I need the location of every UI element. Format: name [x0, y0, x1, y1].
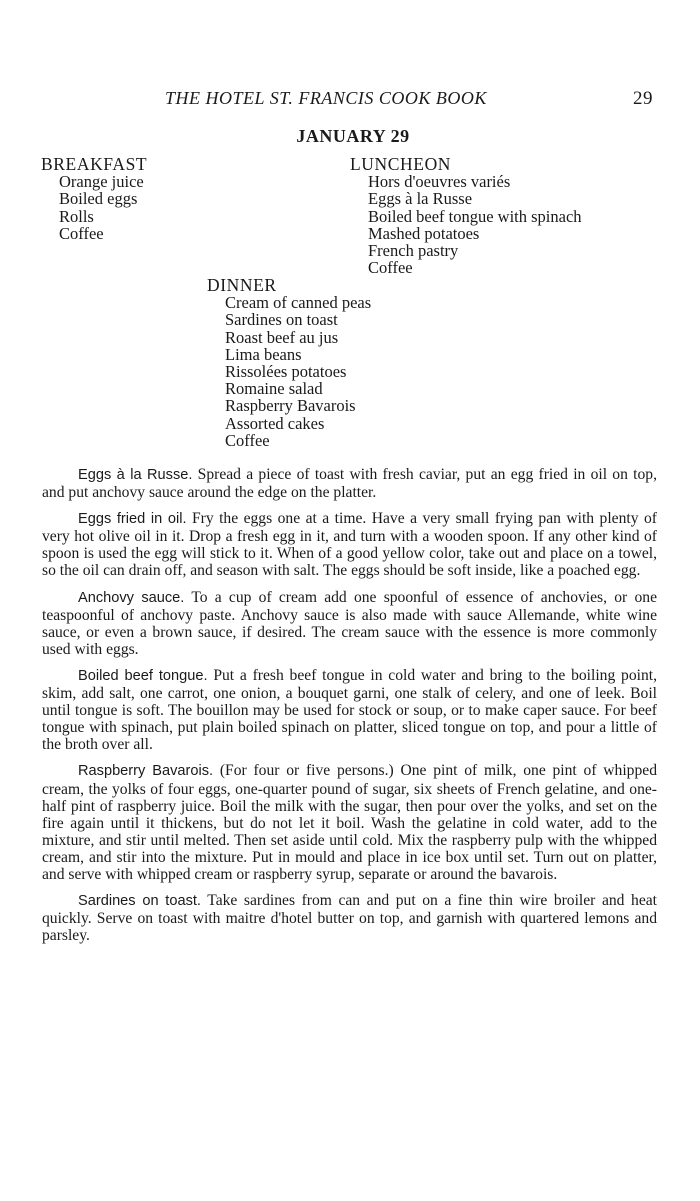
recipe-text: Fry the eggs one at a time. Have a very small frying pan with plenty of very hot olive oil in it. Drop a fresh egg in it, and turn with a wooden spoon. If any other kind of spoon is used the egg will stick to it. When of a good yellow color, take out and place on a towel, so the oil can drain off, and season with salt. The eggs should be soft inside, like a poached egg.	[42, 510, 657, 580]
recipes	[42, 466, 657, 953]
running-title: THE HOTEL ST. FRANCIS COOK BOOK	[165, 88, 487, 108]
dinner-menu	[207, 277, 371, 449]
luncheon-items	[350, 173, 582, 276]
luncheon-heading: LUNCHEON	[350, 154, 452, 174]
luncheon-menu	[350, 156, 582, 276]
menu-item: Assorted cakes	[225, 413, 325, 433]
menu-item: Boiled beef tongue with spinach	[368, 206, 582, 226]
recipe-name: Sardines on toast.	[78, 893, 201, 910]
menu-item: Sardines on toast	[225, 310, 338, 330]
recipe-paragraph	[42, 892, 657, 944]
recipe-paragraph	[42, 510, 657, 579]
recipe-text: (For four or five persons.) One pint of milk, one pint of whipped cream, the yolks of four eggs, one-quarter pound of sugar, six sheets of French gelatine, and one-half pint of raspberry juice. Boil the milk with the sugar, then pour over the yolks, and set on the fire again until it thickens, but do not let it boil. Wash the gelatine in cold water, add to the mixture, and stir until melted. Then set aside until cold. Mix the raspberry pulp with the whipped cream, and stir into the mixture. Put in mould and place in ice box until set. Turn out on platter, and serve with whipped cream or raspberry syrup, separate or around the bavarois.	[42, 762, 657, 883]
breakfast-heading: BREAKFAST	[41, 154, 148, 174]
menu-item: Eggs à la Russe	[368, 189, 473, 209]
breakfast-menu	[41, 156, 147, 242]
date-heading: JANUARY 29	[296, 126, 410, 146]
recipe-name: Raspberry Bavarois.	[78, 763, 214, 780]
recipe-paragraph	[42, 667, 657, 753]
dinner-heading: DINNER	[207, 275, 277, 295]
dinner-items	[207, 294, 371, 449]
menu-item: Cream of canned peas	[225, 293, 372, 313]
recipe-name: Eggs fried in oil.	[78, 511, 187, 528]
menu-item: Orange juice	[59, 172, 144, 192]
menu-item: Coffee	[225, 430, 270, 450]
breakfast-items	[41, 173, 147, 242]
menu-item: French pastry	[368, 241, 459, 261]
recipe-text: Put a fresh beef tongue in cold water and bring to the boiling point, skim, add salt, one carrot, one onion, a bouquet garni, one stalk of celery, and one of leek. Boil until tongue is soft. The bouillon may be used for stock or soup, or to make caper sauce. For beef tongue with spinach, put plain boiled spinach on platter, sliced tongue on top, and pour a little of the broth over all.	[42, 666, 657, 754]
page-number: 29	[633, 88, 653, 109]
menu-item: Lima beans	[225, 344, 302, 364]
recipe-paragraph	[42, 466, 657, 501]
menu-item: Coffee	[368, 258, 413, 278]
menu-item: Boiled eggs	[59, 189, 138, 209]
menu-item: Rissolées potatoes	[225, 362, 347, 382]
menu-item: Raspberry Bavarois	[225, 396, 356, 416]
recipe-paragraph	[42, 589, 657, 658]
recipe-text: Spread a piece of toast with fresh caviar, put an egg fried in oil on top, and put anchovy sauce around the edge on the platter.	[42, 466, 657, 502]
menu-item: Hors d'oeuvres variés	[368, 172, 511, 192]
recipe-paragraph	[42, 762, 657, 883]
menu-item: Coffee	[59, 223, 104, 243]
menu-item: Roast beef au jus	[225, 327, 339, 347]
recipe-name: Eggs à la Russe.	[78, 467, 193, 483]
recipe-name: Boiled beef tongue.	[78, 667, 208, 684]
menu-item: Rolls	[59, 206, 94, 226]
menu-item: Mashed potatoes	[368, 223, 480, 243]
menu-item: Romaine salad	[225, 379, 323, 399]
recipe-text: Take sardines from can and put on a fine thin wire broiler and heat quickly. Serve on toast with maitre d'hotel butter on top, and garnish with quartered lemons and parsley.	[42, 892, 658, 945]
recipe-name: Anchovy sauce.	[78, 589, 185, 606]
recipe-text: To a cup of cream add one spoonful of essence of anchovies, or one teaspoonful of anchovy paste. Anchovy sauce is also made with sauce Allemande, white wine sauce, or even a brown sauce, if desired. The cream sauce with the essence is more commonly used with eggs.	[42, 588, 657, 658]
